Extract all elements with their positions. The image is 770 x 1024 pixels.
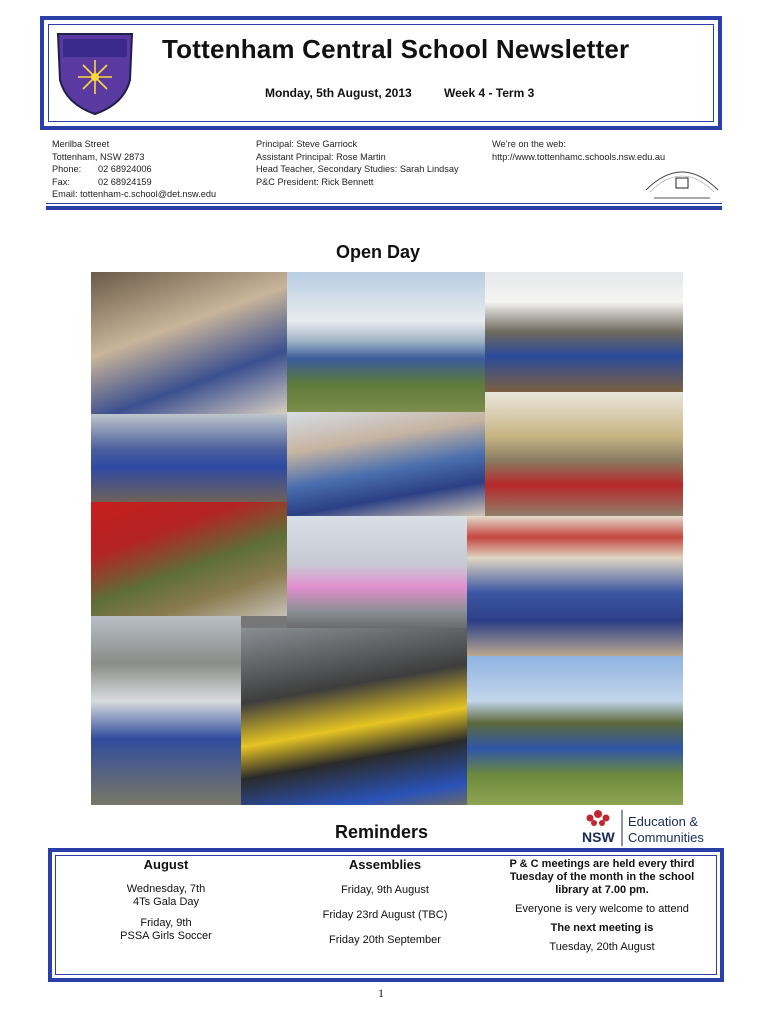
address-line: Tottenham, NSW 2873 xyxy=(52,151,145,162)
nsw-logo-line2: Communities xyxy=(628,830,704,845)
head-teacher-line: Head Teacher, Secondary Studies: Sarah Lindsay xyxy=(256,164,459,175)
school-address-block xyxy=(52,138,252,201)
photo-library-tables xyxy=(485,392,683,516)
pc-info-line: P & C meetings are held every third xyxy=(509,858,695,870)
august-item: Friday, 9th xyxy=(140,917,192,929)
newsletter-title: Tottenham Central School Newsletter xyxy=(162,34,630,64)
assistant-principal-line: Assistant Principal: Rose Martin xyxy=(256,151,386,162)
photo-outdoor-crowd xyxy=(287,272,485,412)
august-item: PSSA Girls Soccer xyxy=(120,930,212,942)
assembly-date: Friday, 9th August xyxy=(341,884,429,896)
photo-students-blue-caps xyxy=(91,414,287,502)
phone-row: Phone: 02 68924006 xyxy=(52,164,152,175)
header-divider-thick xyxy=(46,206,722,210)
fax-row: Fax: 02 68924159 xyxy=(52,176,152,187)
pc-info-line: library at 7.00 pm. xyxy=(555,884,649,896)
nsw-logo-line1: Education & xyxy=(628,814,699,829)
photo-farm-model xyxy=(91,502,287,616)
issue-date: Monday, 5th August, 2013 xyxy=(265,86,412,100)
web-link[interactable]: http://www.tottenhamc.schools.nsw.edu.au xyxy=(492,151,666,162)
western-access-program-logo xyxy=(640,160,724,204)
open-day-photo-collage xyxy=(91,272,683,805)
school-crest-logo xyxy=(54,30,136,116)
nsw-education-communities-logo xyxy=(578,806,724,850)
pc-president-line: P&C President: Rick Bennett xyxy=(256,176,374,187)
assembly-date: Friday 23rd August (TBC) xyxy=(322,909,448,921)
reminders-heading: Reminders xyxy=(335,822,429,842)
web-label: We’re on the web: xyxy=(492,139,566,149)
photo-parents-classroom xyxy=(91,272,287,414)
pc-next-meeting-date: Tuesday, 20th August xyxy=(549,941,655,953)
pc-welcome: Everyone is very welcome to attend xyxy=(515,903,689,915)
photo-classroom-flags xyxy=(467,516,683,656)
email-line[interactable]: Email: tottenham-c.school@det.nsw.edu xyxy=(52,189,217,200)
august-item: Wednesday, 7th xyxy=(126,883,206,895)
photo-hall-display xyxy=(485,272,683,392)
staff-block xyxy=(256,138,496,188)
nsw-wordmark: NSW xyxy=(582,829,615,845)
address-line: Merilba Street xyxy=(52,139,110,149)
pc-info-line: Tuesday of the month in the school xyxy=(509,871,695,883)
principal-line: Principal: Steve Garriock xyxy=(256,139,358,149)
august-item: 4Ts Gala Day xyxy=(132,896,200,908)
photo-classroom-visitors xyxy=(287,412,485,516)
august-column xyxy=(86,858,246,943)
open-day-heading: Open Day xyxy=(336,242,421,262)
assemblies-heading: Assemblies xyxy=(348,857,422,872)
issue-term: Week 4 - Term 3 xyxy=(444,86,535,100)
photo-crime-scene-tape xyxy=(241,628,467,805)
photo-sports-field xyxy=(467,656,683,805)
august-heading: August xyxy=(143,857,189,872)
assembly-date: Friday 20th September xyxy=(329,934,441,946)
header-divider-thin xyxy=(46,203,722,204)
pc-meetings-column xyxy=(488,858,716,954)
pc-next-meeting-heading: The next meeting is xyxy=(550,922,654,934)
assemblies-column xyxy=(300,858,470,947)
page-number: 1 xyxy=(378,986,384,1000)
photo-students-playground xyxy=(91,616,241,805)
